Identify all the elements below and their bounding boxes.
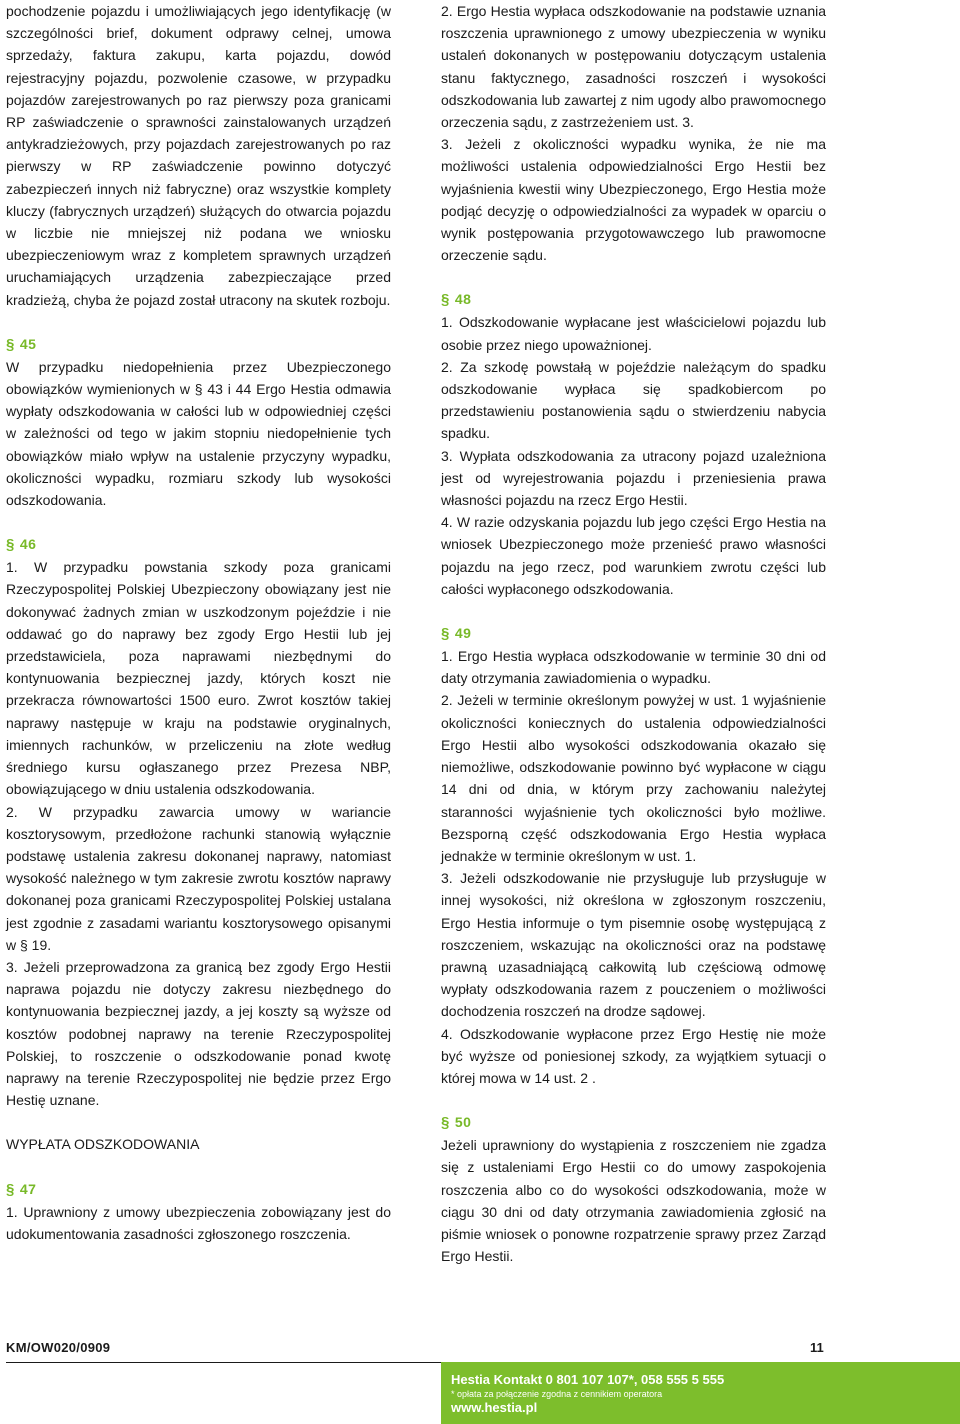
section-50-heading — [441, 1111, 826, 1134]
section-46-paragraph-1: 1. W przypadku powstania szkody poza granicami Rzeczypospolitej Polskiej Ubezpieczony obowiązany jest nie dokonywać żadnych zmian w uszkodzonym pojeździe i nie oddawać go do naprawy bez zgody Ergo Hestii lub jej przedstawiciela, poza naprawami niezbędnymi do kontynuowania bezpiecznej jazdy, których koszt nie przekracza równowartości 1500 euro. Zwrot kosztów takiej naprawy następuje w kraju na podstawie oryginalnych, imiennych rachunków, w przeliczeniu na złote według średniego kursu ogłaszanego przez Prezesa NBP, obowiązującego w dniu ustalenia odszkodowania. — [6, 559, 391, 798]
section-48-paragraph-1: 1. Odszkodowanie wypłacane jest właścicielowi pojazdu lub osobie przez niego upoważnionej. — [441, 314, 826, 353]
section-47-heading — [6, 1178, 391, 1201]
section-48-paragraph-2: 2. Za szkodę powstałą w pojeździe należącym do spadku odszkodowanie wypłaca się spadkobiercom po przedstawieniu postanowienia sądu o stwierdzeniu nabycia spadku. — [441, 358, 826, 442]
section-49-heading — [441, 622, 826, 645]
paragraph-symbol: § — [6, 1180, 15, 1198]
left-column — [6, 0, 391, 1245]
section-number: 50 — [454, 1114, 472, 1131]
section-50-paragraph: Jeżeli uprawniony do wystąpienia z roszczeniem nie zgadza się z ustaleniami Ergo Hestii co do umowy zaspokojenia roszczenia albo co do wysokości odszkodowania, może w ciągu 30 dni od daty otrzymania zawiadomienia zgłosić na piśmie wniosek o ponowne rozpatrzenie sprawy przez Zarząd Ergo Hestii. — [441, 1137, 826, 1265]
contact-box — [441, 1362, 960, 1424]
paragraph-symbol: § — [441, 291, 450, 309]
section-number: 46 — [19, 536, 37, 553]
section-49-paragraph-2: 2. Jeżeli w terminie określonym powyżej w ust. 1 wyjaśnienie okoliczności koniecznych do ustalenia odpowiedzialności Ergo Hestii albo wysokości odszkodowania okazało się niemożliwe, odszkodowanie powinno być wypłacone w ciągu 14 dni od dnia, w którym przy zachowaniu należytej staranności wyjaśnienie tych okoliczności było możliwe. Bezsporną część odszkodowania Ergo Hestia wypłaca jednakże w terminie określonym w ust. 1. — [441, 692, 826, 864]
page-number: 11 — [810, 1340, 824, 1355]
section-47-paragraph-1: 1. Uprawniony z umowy ubezpieczenia zobowiązany jest do udokumentowania zasadności zgłoszonego roszczenia. — [6, 1203, 391, 1242]
section-48-paragraph-3: 3. Wypłata odszkodowania za utracony pojazd uzależniona jest od wyrejestrowania pojazdu i przeniesienia prawa własności pojazdu na rzecz Ergo Hestii. — [441, 447, 826, 509]
section-49-paragraph-4: 4. Odszkodowanie wypłacone przez Ergo Hestię nie może być wyższe od poniesionej szkody, za wyjątkiem sytuacji o której mowa w 14 ust. 2 . — [441, 1025, 826, 1086]
paragraph-symbol: § — [441, 625, 450, 643]
paragraph-symbol: § — [6, 536, 15, 554]
contact-note: * opłata za połączenie zgodna z cennikiem operatora — [451, 1389, 663, 1399]
section-48-paragraph-4: 4. W razie odzyskania pojazdu lub jego części Ergo Hestia na wniosek Ubezpieczonego może przenieść prawo własności pojazdu na jego rzecz, pod warunkiem zwrotu części lub całości wypłaconego odszkodowania. — [441, 514, 826, 597]
section-49-paragraph-3: 3. Jeżeli odszkodowanie nie przysługuje lub przysługuje w innej wysokości, niż określona w zgłoszonym roszczeniu, Ergo Hestia informuje o tym pisemnie osobę występującą z roszczeniem, wskazując na okoliczności oraz na podstawę prawną uzasadniającą całkowitą lub częściową odmowę wypłaty odszkodowania razem z pouczeniem o możliwości dochodzenia roszczeń na drodze sądowej. — [441, 870, 826, 1020]
document-code: KM/OW020/0909 — [6, 1340, 111, 1355]
section-46-paragraph-3: 3. Jeżeli przeprowadzona za granicą bez zgody Ergo Hestii naprawa pojazdu nie dotyczy zakresu niezbędnego do kontynuowania bezpiecznej jazdy, a jej koszty są wyższe od kosztów podobnej naprawy na terenie Rzeczypospolitej Polskiej, to roszczenie o odszkodowanie ponad kwotę naprawy na terenie Rzeczypospolitej nie będzie przez Ergo Hestię uznane. — [6, 958, 391, 1109]
right-column — [441, 0, 826, 1267]
section-number: 47 — [19, 1180, 37, 1197]
section-47-paragraph-2: 2. Ergo Hestia wypłaca odszkodowanie na podstawie uznania roszczenia uprawnionego z umowy ubezpieczenia w wyniku ustaleń dokonanych w postępowaniu dotyczącym ustalenia stanu faktycznego, zasadności roszczeń i wysokości odszkodowania lub zawartej z nim ugody albo prawomocnego orzeczenia sądu, z zastrzeżeniem ust. 3. — [441, 3, 826, 131]
section-46-heading — [6, 533, 391, 556]
section-49-paragraph-1: 1. Ergo Hestia wypłaca odszkodowanie w terminie 30 dni od daty otrzymania zawiadomienia o wypadku. — [441, 648, 826, 687]
section-number: 45 — [19, 335, 37, 352]
section-title-payout: WYPŁATA ODSZKODOWANIA — [6, 1136, 200, 1153]
section-45-paragraph: W przypadku niedopełnienia przez Ubezpieczonego obowiązków wymienionych w § 43 i 44 Ergo Hestia odmawia wypłaty odszkodowania w całości lub w odpowiedniej części w zależności od tego w jakim stopniu niedopełnienie tych obowiązków miało wpływ na ustalenie przyczyny wypadku, okoliczności wypadku, rozmiaru szkody lub wysokości odszkodowania. — [6, 358, 391, 509]
intro-paragraph: pochodzenie pojazdu i umożliwiających jego identyfikację (w szczególności brief, dokument odprawy celnej, umowa sprzedaży, faktura zakupu, karta pojazdu, dowód rejestracyjny pojazdu, pozwolenie czasowe, w przypadku pojazdów zarejestrowanych po raz pierwszy poza granicami RP zaświadczenie o sprawności zainstalowanych urządzeń antykradzieżowych, przy pojazdach zarejestrowanych po raz pierwszy w RP zaświadczenie powinno dotyczyć zabezpieczeń innych niż fabryczne) oraz wszystkie komplety kluczy (fabrycznych urządzeń) służących do otwarcia pojazdu w liczbie nie mniejszej niż podana we wniosku ubezpieczeniowym wraz z kompletem sprawnych urządzeń uruchamiających urządzenia zabezpieczające przed kradzieżą, chyba że pojazd został utracony na skutek rozboju. — [6, 3, 391, 308]
section-46-paragraph-2: 2. W przypadku zawarcia umowy w wariancie kosztorysowym, przedłożone rachunki stanowią wyłącznie podstawę ustalenia zakresu dokonanej naprawy, natomiast wysokość należnego w tym zakresie zwrotu kosztów naprawy dokonanej poza granicami Rzeczypospolitej Polskiej ustalana jest zgodnie z zasadami wariantu kosztorysowego opisanymi w § 19. — [6, 803, 391, 953]
website-link[interactable]: www.hestia.pl — [451, 1400, 538, 1415]
paragraph-symbol: § — [441, 1114, 450, 1132]
contact-phone-line: Hestia Kontakt 0 801 107 107*, 058 555 5 555 — [451, 1372, 725, 1387]
section-45-heading — [6, 333, 391, 356]
section-47-paragraph-3: 3. Jeżeli z okoliczności wypadku wynika, że nie ma możliwości ustalenia odpowiedzialności Ergo Hestii bez wyjaśnienia kwestii winy Ubezpieczonego, Ergo Hestia może podjąć decyzję o odpowiedzialności za wypadek w oparciu o wynik postępowania przygotowawczego lub prawomocne orzeczenie sądu. — [441, 136, 826, 264]
paragraph-symbol: § — [6, 335, 15, 353]
section-48-heading — [441, 288, 826, 311]
section-number: 48 — [454, 291, 472, 308]
section-number: 49 — [454, 625, 472, 642]
